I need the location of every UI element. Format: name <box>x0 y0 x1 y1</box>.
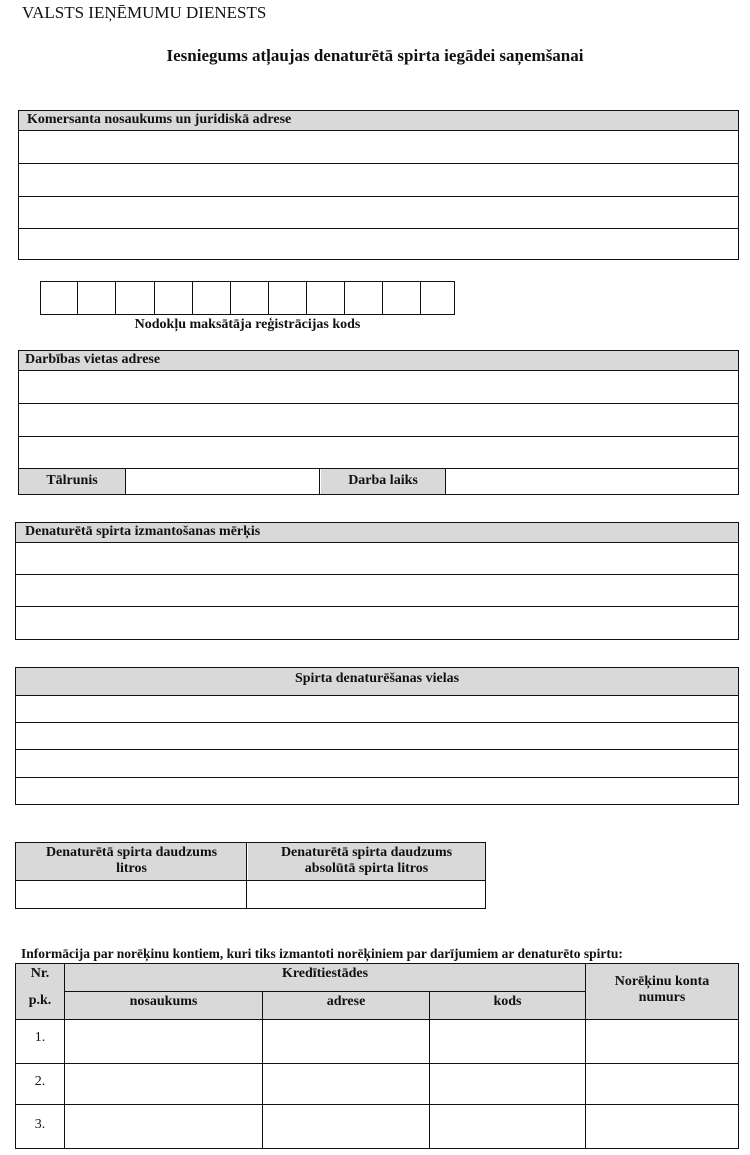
pk-label: p.k. <box>28 993 52 1008</box>
divider <box>65 991 585 992</box>
agency-name: VALSTS IEŅĒMUMU DIENESTS <box>22 3 267 22</box>
row-3-address-cell[interactable] <box>263 1105 429 1148</box>
substances-line-1[interactable] <box>16 696 738 722</box>
row-number: 2. <box>34 1074 46 1089</box>
company-label: Komersanta nosaukums un juridiskā adrese <box>27 112 292 127</box>
quantity-header-liters <box>16 843 247 880</box>
quantity-header-absolute <box>248 843 485 880</box>
company-line-1[interactable] <box>19 131 738 163</box>
hours-label: Darba laiks <box>348 473 418 488</box>
purpose-label: Denaturētā spirta izmantošanas mērķis <box>25 524 261 539</box>
accounts-intro: Informācija par norēķinu kontiem, kuri tiks izmantoti norēķiniem par darījumiem ar denaturēto spirtu: <box>21 946 623 961</box>
tax-code-label: Nodokļu maksātāja reģistrācijas kods <box>134 317 361 332</box>
purpose-line-1[interactable] <box>16 543 738 574</box>
purpose-section-header <box>16 523 738 542</box>
phone-field[interactable] <box>127 469 320 494</box>
substances-line-3[interactable] <box>16 750 738 777</box>
company-line-2[interactable] <box>19 164 738 196</box>
purpose-line-2[interactable] <box>16 575 738 606</box>
row-3-code-cell[interactable] <box>430 1105 585 1148</box>
row-2-code-cell[interactable] <box>430 1064 585 1104</box>
activity-line-1[interactable] <box>19 371 738 403</box>
row-1-name-cell[interactable] <box>65 1020 262 1063</box>
substances-section <box>15 667 739 805</box>
row-2-account-cell[interactable] <box>586 1064 738 1104</box>
activity-line-3[interactable] <box>19 437 738 468</box>
row-1-code-cell[interactable] <box>430 1020 585 1063</box>
substances-section-header <box>16 668 738 695</box>
row-2-address-cell[interactable] <box>263 1064 429 1104</box>
phone-label-cell <box>19 469 126 494</box>
accounts-table <box>15 963 739 1149</box>
account-col-label: Norēķinu konta numurs <box>614 974 710 1005</box>
tax-code-cell-3[interactable] <box>117 282 155 314</box>
company-section-header <box>19 111 738 130</box>
nr-label: Nr. <box>30 966 50 981</box>
row-1-address-cell[interactable] <box>263 1020 429 1063</box>
row-3-account-cell[interactable] <box>586 1105 738 1148</box>
code-col-label: kods <box>493 994 522 1009</box>
row-1-account-cell[interactable] <box>586 1020 738 1063</box>
tax-code-cell-1[interactable] <box>41 282 78 314</box>
name-col-label: nosaukums <box>129 994 198 1009</box>
hours-label-cell <box>321 469 446 494</box>
tax-code-cell-6[interactable] <box>232 282 269 314</box>
quantity-table <box>15 842 486 909</box>
row-2-name-cell[interactable] <box>65 1064 262 1104</box>
tax-code-cell-7[interactable] <box>270 282 307 314</box>
hours-field[interactable] <box>447 469 738 494</box>
company-line-4[interactable] <box>19 229 738 259</box>
purpose-section <box>15 522 739 640</box>
row-3-name-cell[interactable] <box>65 1105 262 1148</box>
address-col-label: adrese <box>326 994 366 1009</box>
company-line-3[interactable] <box>19 197 738 228</box>
activity-section <box>18 350 739 495</box>
quantity-absolute-label: Denaturētā spirta daudzums absolūtā spirta litros <box>280 845 453 876</box>
quantity-liters-label: Denaturētā spirta daudzums litros <box>45 845 218 876</box>
tax-code-cell-8[interactable] <box>308 282 345 314</box>
row-number: 1. <box>34 1030 46 1045</box>
tax-code-cell-4[interactable] <box>156 282 193 314</box>
tax-code-cell-11[interactable] <box>422 282 454 314</box>
substances-line-2[interactable] <box>16 723 738 749</box>
activity-line-2[interactable] <box>19 404 738 436</box>
institution-label: Kredītiestādes <box>281 966 369 981</box>
tax-code-boxes <box>40 281 455 315</box>
activity-section-header <box>19 351 738 370</box>
substances-line-4[interactable] <box>16 778 738 804</box>
tax-code-cell-9[interactable] <box>346 282 383 314</box>
form-title: Iesniegums atļaujas denaturētā spirta iegādei saņemšanai <box>166 46 584 65</box>
tax-code-cell-5[interactable] <box>194 282 231 314</box>
activity-label: Darbības vietas adrese <box>25 352 161 367</box>
tax-code-cell-10[interactable] <box>384 282 421 314</box>
company-section <box>18 110 739 260</box>
tax-code-cell-2[interactable] <box>79 282 116 314</box>
quantity-absolute-field[interactable] <box>248 881 485 908</box>
phone-label: Tālrunis <box>46 473 98 488</box>
row-number: 3. <box>34 1117 46 1132</box>
substances-label: Spirta denaturēšanas vielas <box>294 671 460 686</box>
purpose-line-3[interactable] <box>16 607 738 639</box>
quantity-liters-field[interactable] <box>16 881 247 908</box>
